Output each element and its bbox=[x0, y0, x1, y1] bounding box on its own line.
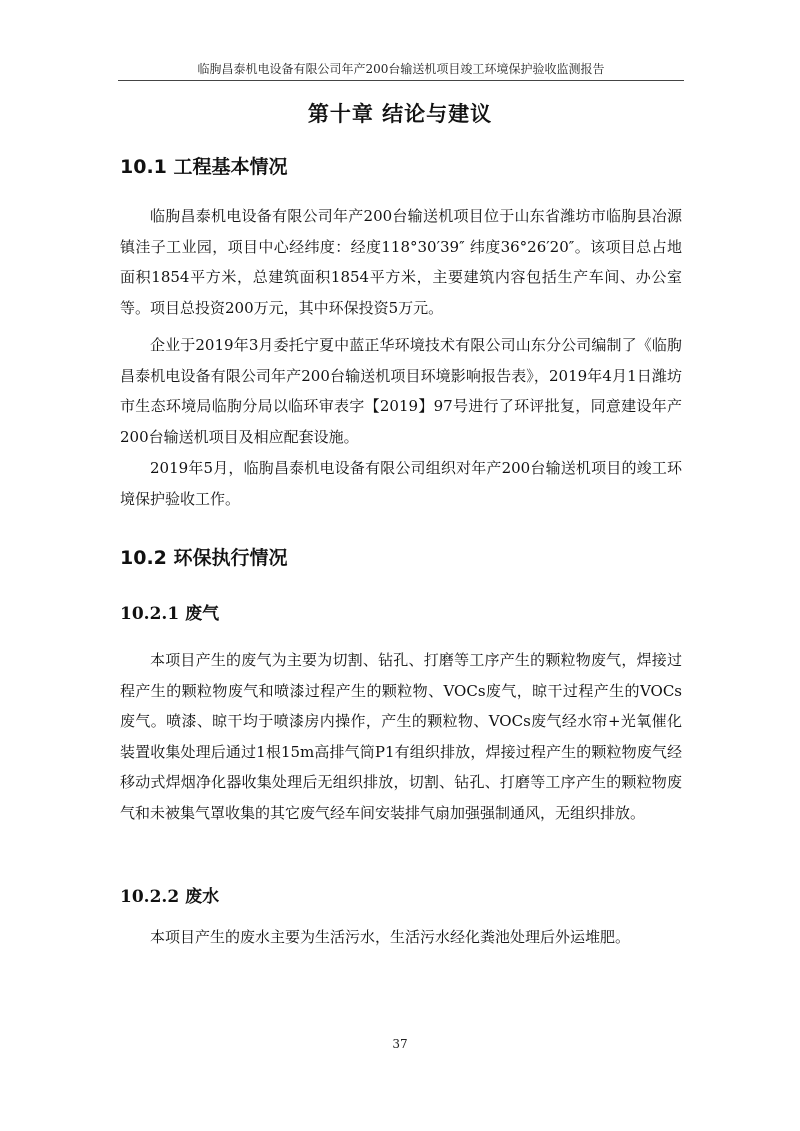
paragraph-project-location: 临朐昌泰机电设备有限公司年产200台输送机项目位于山东省潍坊市临朐县冶源镇洼子工业园，项目中心经纬度：经度118°30′39″ 纬度36°26′20″。该项目总占地面积1854平方米，总建筑面积1854平方米，主要建筑内容包括生产车间、办公室等。项目总投资200万元，其中环保投资5万元。 bbox=[120, 207, 682, 317]
subsection-heading-wastewater: 10.2.2 废水 bbox=[120, 887, 220, 907]
paragraph-exhaust-gas: 本项目产生的废气为主要为切割、钻孔、打磨等工序产生的颗粒物废气，焊接过程产生的颗粒物废气和喷漆过程产生的颗粒物、VOCs废气，晾干过程产生的VOCs废气。喷漆、晾干均于喷漆房内操作，产生的颗粒物、VOCs废气经水帘+光氧催化装置收集处理后通过1根15m高排气筒P1有组织排放，焊接过程产生的颗粒物废气经移动式焊烟净化器收集处理后无组织排放，切割、钻孔、打磨等工序产生的颗粒物废气和未被集气罩收集的其它废气经车间安装排气扇加强强制通风，无组织排放。 bbox=[120, 651, 682, 822]
page-number: 37 bbox=[392, 1037, 408, 1051]
section-heading-10-1: 10.1 工程基本情况 bbox=[120, 156, 288, 178]
section-heading-10-2: 10.2 环保执行情况 bbox=[120, 547, 288, 569]
chapter-title: 第十章 结论与建议 bbox=[307, 102, 493, 126]
header-divider bbox=[118, 80, 684, 81]
paragraph-eia-approval: 企业于2019年3月委托宁夏中蓝正华环境技术有限公司山东分公司编制了《临朐昌泰机电设备有限公司年产200台输送机项目环境影响报告表》，2019年4月1日潍坊市生态环境局临朐分局以临环审表字【2019】97号进行了环评批复，同意建设年产200台输送机项目及相应配套设施。 bbox=[120, 336, 682, 446]
paragraph-wastewater: 本项目产生的废水主要为生活污水，生活污水经化粪池处理后外运堆肥。 bbox=[150, 928, 631, 946]
running-header: 临朐昌泰机电设备有限公司年产200台输送机项目竣工环境保护验收监测报告 bbox=[197, 62, 605, 76]
subsection-heading-exhaust-gas: 10.2.1 废气 bbox=[120, 604, 220, 624]
paragraph-acceptance-work: 2019年5月，临朐昌泰机电设备有限公司组织对年产200台输送机项目的竣工环境保护验收工作。 bbox=[120, 459, 682, 508]
